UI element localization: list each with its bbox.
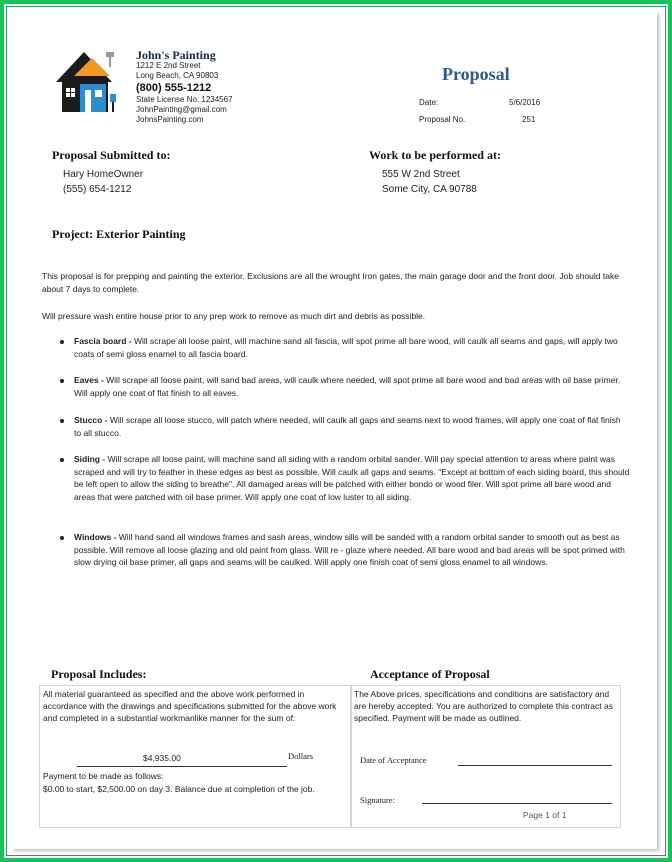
signature-label: Signature: [360,795,395,805]
scope-item-stucco: Stucco - Will scrape all loose stucco, will patch where needed, will caulk all gaps and seams next to wood frames, will apply one coat of flat finish to all stucco. [74,414,630,439]
pressure-wash-paragraph: Will pressure wash entire house prior to any prep work to remove as much dirt and debris as possible. [42,311,426,321]
intro-paragraph: This proposal is for prepping and painting the exterior. Exclusions are all the wrought Iron gates, the main garage door and the front door. Job should take about 7 days to complete. [42,271,619,294]
project-heading: Project: Exterior Painting [52,227,186,241]
date-label: Date: [419,98,439,107]
includes-text: All material guaranteed as specified and the above work performed in accordance with the drawings and specifications submitted for the above work and completed in a substantial workmanlike manner for the sum of: [43,689,337,723]
scope-item-eaves: Eaves - Will scrape all loose paint, will sand bad areas, will caulk where needed, will spot prime all bare wood and bad areas with oil base primer. Will apply one coat of flat finish to all eaves. [74,374,630,399]
bullet-icon [60,536,64,540]
house-logo-icon [52,46,124,118]
bullet-icon [60,379,64,383]
submitted-to-heading: Proposal Submitted to: [52,148,171,162]
acceptance-heading: Acceptance of Proposal [370,667,490,681]
work-street: 555 W 2nd Street [382,169,460,180]
amount-underline [77,766,287,767]
proposal-number-value: 251 [522,115,536,124]
work-location-heading: Work to be performed at: [369,148,501,162]
company-license: State License No. 1234567 [136,95,233,104]
date-of-acceptance-line[interactable] [458,765,612,766]
company-address-line2: Long Beach, CA 90803 [136,71,219,80]
page-number: Page 1 of 1 [523,810,567,820]
bullet-icon [60,340,64,344]
date-of-acceptance-label: Date of Acceptance [360,755,427,765]
company-address-line1: 1212 E 2nd Street [136,61,201,70]
payment-label: Payment to be made as follows: [43,771,164,781]
company-phone: (800) 555-1212 [136,82,212,94]
company-email: JohnPainting@gmail.com [136,105,227,114]
dollars-label: Dollars [288,751,314,761]
scope-item-fascia: Fascia board - Will scrape all loose paint, will machine sand all fascia, will spot prime all bare wood, will caulk all seams and gaps, will apply two coats of semi gloss enamel to all fascia board. [74,335,630,360]
scope-item-siding: Siding - Will scrape all loose paint, will machine sand all siding with a random orbital sander. Will pay special attention to areas where paint was scraped and will try to feather in these edges as best as possible. Will caulk all gaps and seams. "Except at bottom of each siding board, this should be left open to allow the siding to breathe". All damaged areas will be patched with either bondo or wood filer. Will spot prime all bare wood and areas that were patched with oil base primer. Will apply one coat of low luster to all siding. [74,453,630,503]
company-website: JohnsPainting.com [136,115,204,124]
includes-heading: Proposal Includes: [51,667,147,681]
company-name: John's Painting [136,48,216,62]
acceptance-text: The Above prices, specifications and conditions are satisfactory and are hereby accepted. You are authorized to complete this contract as specified. Payment will be made as outlined. [354,689,613,723]
payment-terms: $0.00 to start, $2,500.00 on day 3. Balance due at completion of the job. [43,784,315,794]
bullet-icon [60,458,64,462]
proposal-number-label: Proposal No. [419,115,466,124]
client-phone: (555) 654-1212 [63,184,132,195]
scope-item-windows: Windows - Will hand sand all windows frames and sash areas, window sills will be sanded with a random orbital sander to smooth out as best as possible. Will remove all loose glazing and old paint from glass. Will re - glaze where needed. All bare wood and bad areas will be spot primed with slow drying oil base primer, all gaps and seams will be caulked. Will apply one finish coat of semi gloss enamel to all windows. [74,531,630,569]
client-name: Hary HomeOwner [63,169,144,180]
bullet-icon [60,419,64,423]
contract-amount: $4,935.00 [143,753,181,763]
document-page [12,12,657,849]
signature-line[interactable] [422,803,612,804]
work-city: Some City, CA 90788 [382,184,477,195]
proposal-title: Proposal [442,64,510,84]
date-value: 5/6/2016 [509,98,541,107]
